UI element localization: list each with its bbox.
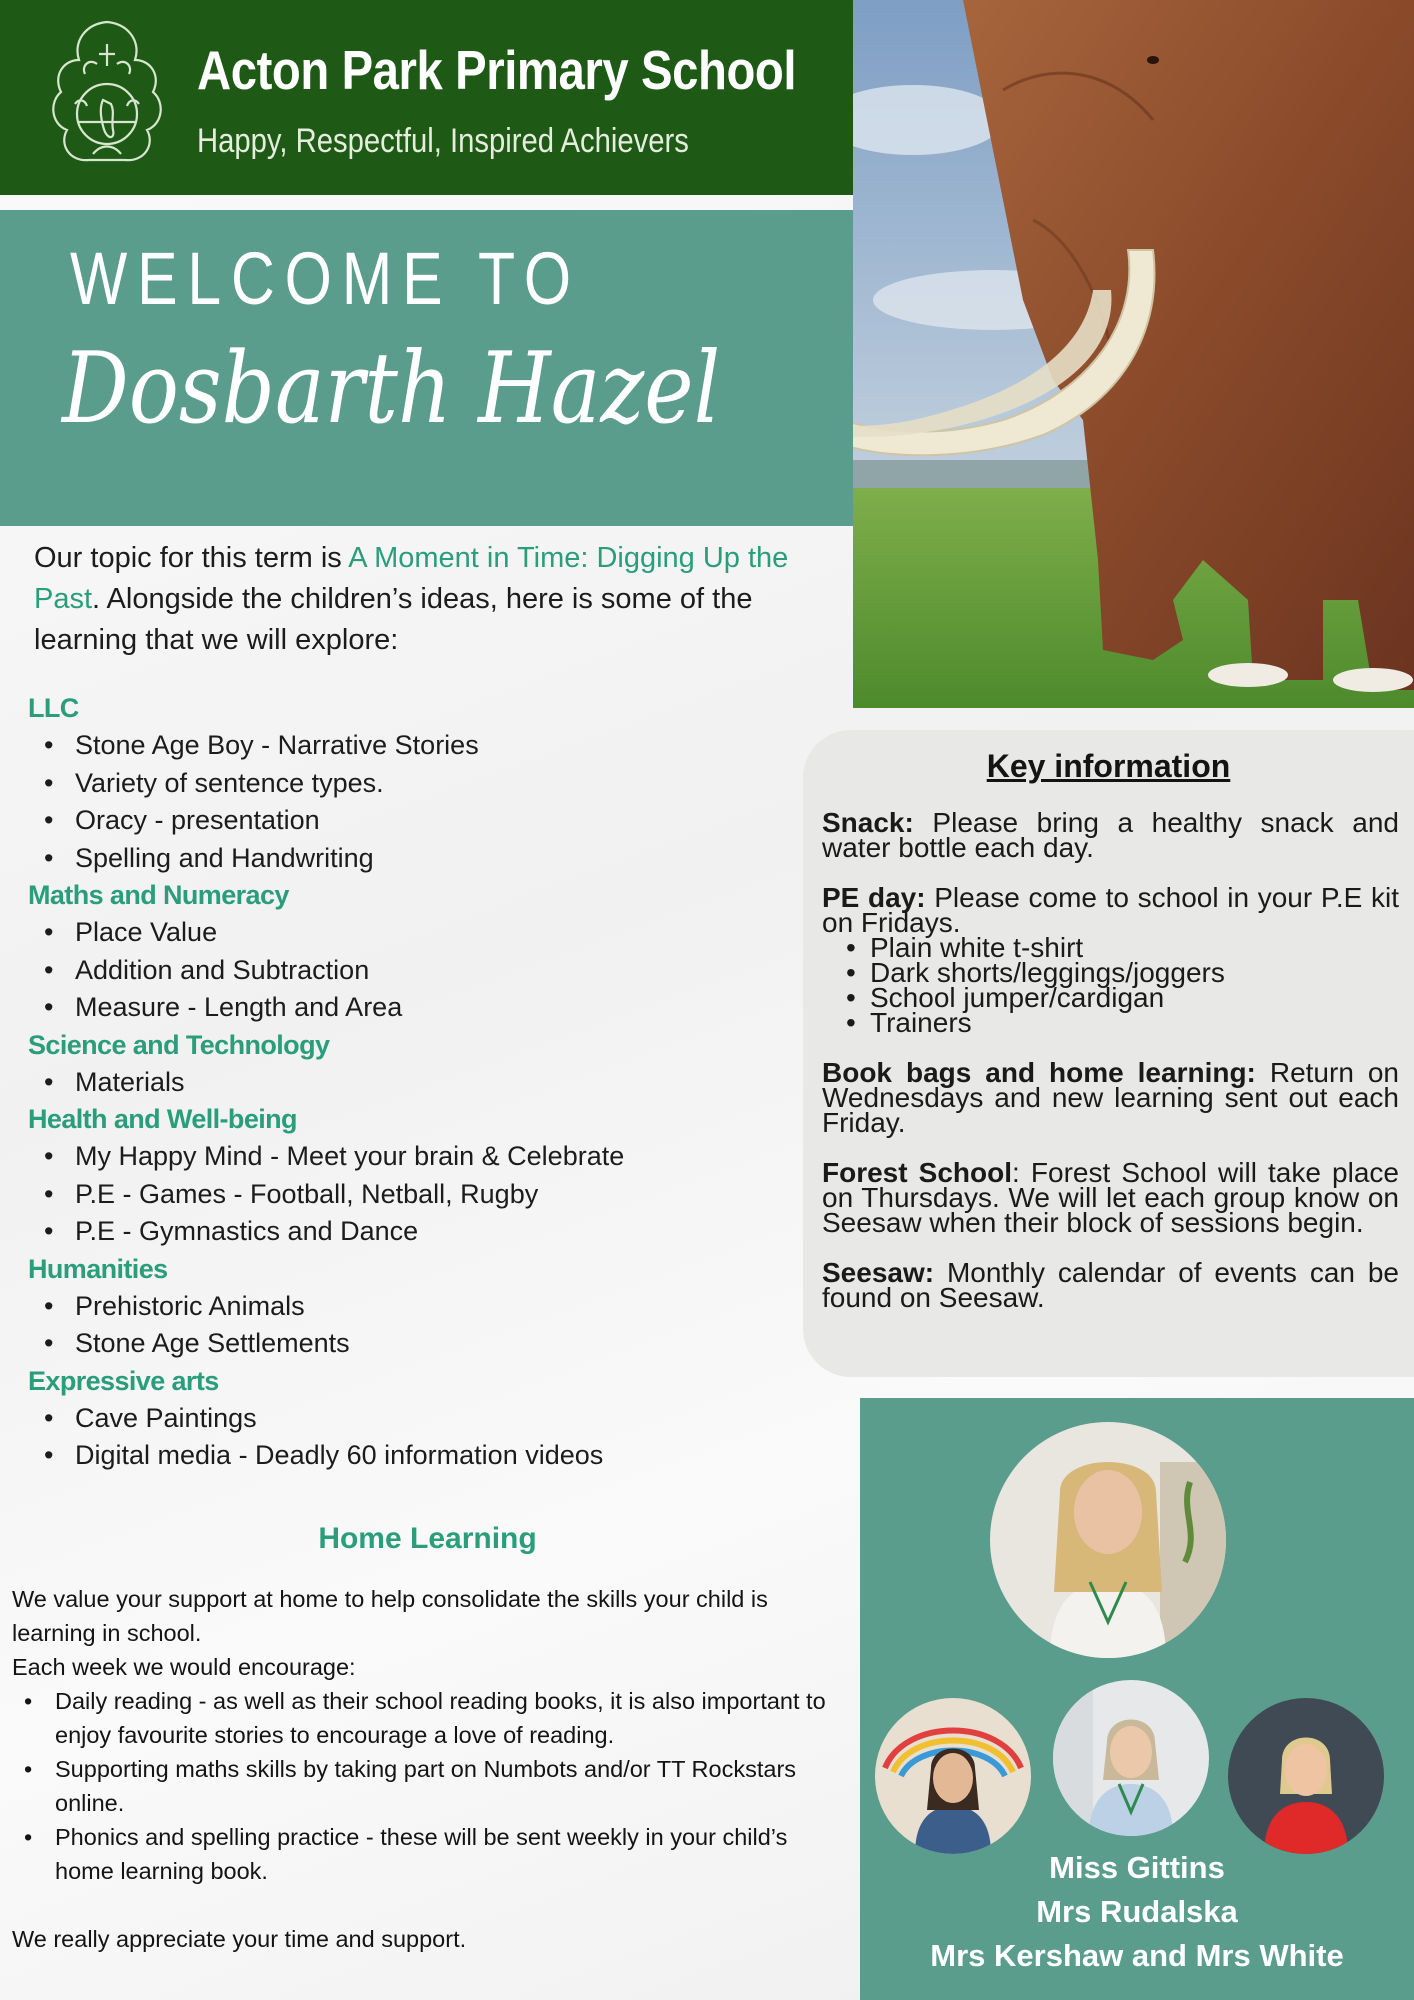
home-learning-encourage: Each week we would encourage: <box>12 1654 356 1680</box>
staff-name: Mrs Rudalska <box>1036 1894 1238 1929</box>
home-learning-thanks: We really appreciate your time and support. <box>12 1926 467 1952</box>
subject-list <box>28 1064 828 1102</box>
home-learning-list <box>12 1684 842 1888</box>
class-name: Dosbarth Hazel <box>62 332 721 446</box>
staff-name: Miss Gittins <box>1049 1850 1225 1885</box>
key-information-title: Key information <box>986 748 1231 784</box>
teacher-photo <box>990 1422 1226 1658</box>
forest-school-label: Forest School <box>822 1157 1013 1188</box>
school-crest-logo <box>45 14 170 176</box>
topic-intro <box>34 538 834 661</box>
list-item: • P.E - Games - Football, Netball, Rugby <box>28 1176 828 1214</box>
school-header <box>0 0 913 195</box>
snack-text: Please bring a healthy snack and water bottle each day. <box>822 807 1399 863</box>
list-item: • Measure - Length and Area <box>28 989 828 1027</box>
list-item: • Dark shorts/leggings/joggers <box>822 960 1399 985</box>
key-information-panel <box>803 730 1414 1377</box>
list-item: • Place Value <box>28 914 828 952</box>
list-item: • Stone Age Settlements <box>28 1325 828 1363</box>
pe-text: Please come to school in your P.E kit on Fridays. <box>822 882 1400 938</box>
list-item: • Cave Paintings <box>28 1400 828 1438</box>
subject-heading: Humanities <box>28 1253 168 1284</box>
intro-lead: Our topic for this term is <box>34 542 349 574</box>
mammoth-photo <box>853 0 1414 708</box>
subject-heading: Health and Well-being <box>28 1104 297 1134</box>
list-item: • Trainers <box>822 1010 1399 1035</box>
list-item: • Plain white t-shirt <box>822 935 1399 960</box>
school-name: Acton Park Primary School <box>197 39 797 101</box>
home-learning-title: Home Learning <box>318 1522 537 1555</box>
seesaw-text: Monthly calendar of events can be found on Seesaw. <box>822 1257 1399 1313</box>
list-item: • Stone Age Boy - Narrative Stories <box>28 727 828 765</box>
seesaw-label: Seesaw: <box>822 1257 935 1288</box>
home-learning-body <box>12 1582 842 1956</box>
list-item: • P.E - Gymnastics and Dance <box>28 1213 828 1251</box>
seesaw-info <box>822 1257 1399 1313</box>
teacher-photo <box>875 1698 1031 1854</box>
list-item: • Supporting maths skills by taking part on Numbots and/or TT Rockstars online. <box>12 1752 842 1820</box>
list-item: • Phonics and spelling practice - these will be sent weekly in your child’s home learning book. <box>12 1820 842 1888</box>
pe-label: PE day: <box>822 882 926 913</box>
topic-title: A Moment in Time: Digging Up the Past <box>34 542 789 615</box>
subject-list <box>28 727 828 877</box>
subject-heading: Science and Technology <box>28 1029 330 1060</box>
forest-school-text: : Forest School will take place on Thursdays. We will let each group know on Seesaw when their block of sessions begin. <box>822 1157 1399 1238</box>
home-learning-intro: We value your support at home to help consolidate the skills your child is learning in school. <box>12 1586 768 1646</box>
list-item: • Spelling and Handwriting <box>28 840 828 878</box>
subject-heading: LLC <box>28 693 79 723</box>
forest-school-info <box>822 1157 1399 1238</box>
list-item: • My Happy Mind - Meet your brain & Celebrate <box>28 1138 828 1176</box>
teacher-photo <box>1228 1698 1384 1854</box>
staff-name: Mrs Kershaw and Mrs White <box>930 1938 1344 1973</box>
list-item: • Digital media - Deadly 60 information videos <box>28 1437 828 1475</box>
list-item: • Prehistoric Animals <box>28 1288 828 1326</box>
snack-info <box>822 807 1399 863</box>
snack-label: Snack: <box>822 807 914 838</box>
intro-follow: . Alongside the children’s ideas, here is some of the learning that we will explore: <box>34 583 753 656</box>
welcome-heading: WELCOME TO <box>70 237 581 320</box>
subject-list <box>28 1400 828 1475</box>
teacher-photo <box>1053 1680 1209 1836</box>
welcome-banner <box>0 210 855 526</box>
key-information-body <box>822 807 1400 1335</box>
list-item: • Daily reading - as well as their school reading books, it is also important to enjoy favourite stories to encourage a love of reading. <box>12 1684 842 1752</box>
pe-info <box>822 882 1400 938</box>
subject-list <box>28 1138 828 1251</box>
subject-list <box>28 914 828 1027</box>
list-item: • Materials <box>28 1064 828 1102</box>
pe-kit-list <box>822 932 1399 1038</box>
subject-heading: Expressive arts <box>28 1365 219 1396</box>
list-item: • School jumper/cardigan <box>822 985 1399 1010</box>
curriculum-subjects <box>28 690 828 1475</box>
list-item: • Addition and Subtraction <box>28 952 828 990</box>
school-motto: Happy, Respectful, Inspired Achievers <box>197 122 689 160</box>
subject-list <box>28 1288 828 1363</box>
list-item: • Oracy - presentation <box>28 802 828 840</box>
book-bags-info <box>822 1057 1399 1138</box>
book-bags-text: Return on Wednesdays and new learning sent out each Friday. <box>822 1057 1399 1138</box>
book-bags-label: Book bags and home learning: <box>822 1057 1256 1088</box>
list-item: • Variety of sentence types. <box>28 765 828 803</box>
staff-names <box>860 1846 1414 1978</box>
subject-heading: Maths and Numeracy <box>28 880 289 910</box>
staff-panel <box>860 1398 1414 2000</box>
